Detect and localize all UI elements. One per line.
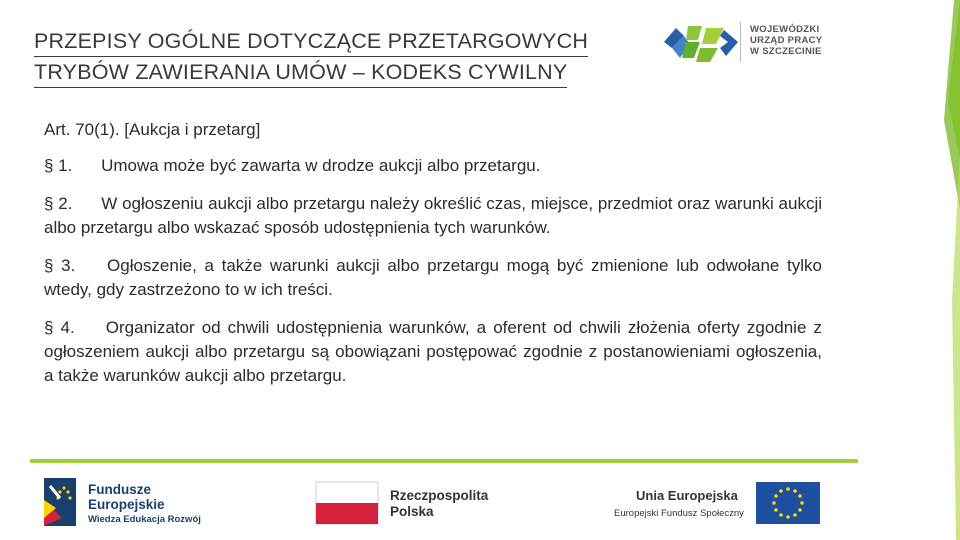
rp-logo-text bbox=[390, 488, 488, 520]
fe-logo-text bbox=[88, 482, 165, 512]
paragraph-number: § 2. bbox=[44, 194, 73, 213]
paragraph-number: § 3. bbox=[44, 256, 76, 275]
rp-line-2: Polska bbox=[390, 504, 434, 519]
wup-logo-text: WOJEWÓDZKI URZĄD PRACY W SZCZECINIE bbox=[750, 24, 823, 57]
paragraph-text: W ogłoszeniu aukcji albo przetargu należy określić czas, miejsce, przedmiot oraz warunki aukcji albo przetargu albo wskazać sposób udostępnienia tych warunków. bbox=[44, 194, 823, 237]
decorative-stripes bbox=[926, 0, 960, 540]
eu-flag-icon bbox=[756, 482, 820, 524]
logo-divider bbox=[740, 22, 741, 62]
fe-title-line-2: Europejskie bbox=[88, 497, 165, 512]
paragraph-number: § 1. bbox=[44, 156, 73, 175]
ue-logo-title: Unia Europejska bbox=[636, 488, 738, 503]
fe-logo-icon bbox=[44, 478, 76, 526]
paragraph-text: Umowa może być zawarta w drodze aukcji albo przetargu. bbox=[101, 156, 541, 175]
paragraph-1 bbox=[44, 154, 822, 178]
ue-logo-subtitle: Europejski Fundusz Społeczny bbox=[614, 508, 744, 519]
fe-title-line-1: Fundusze bbox=[88, 482, 151, 497]
page-title bbox=[34, 26, 634, 88]
paragraph-text: Organizator od chwili udostępnienia warunków, a oferent od chwili złożenia oferty zgodnie z ogłoszeniem aukcji albo przetargu są obowiązani postępować zgodnie z postanowieniami ogłoszenia, a także warunków aukcji albo przetargu. bbox=[44, 318, 822, 385]
title-line-2: TRYBÓW ZAWIERANIA UMÓW – KODEKS CYWILNY bbox=[34, 57, 567, 88]
footer-divider bbox=[30, 459, 858, 463]
paragraph-text: Ogłoszenie, a także warunki aukcji albo przetargu mogą być zmienione lub odwołane tylko wtedy, gdy zastrzeżono to w ich treści. bbox=[44, 256, 822, 299]
paragraph-3 bbox=[44, 254, 822, 302]
paragraph-4 bbox=[44, 316, 822, 388]
poland-flag-icon bbox=[316, 482, 378, 524]
legal-text bbox=[44, 118, 822, 402]
rp-line-1: Rzeczpospolita bbox=[390, 488, 489, 503]
article-heading: Art. 70(1). [Aukcja i przetarg] bbox=[44, 120, 261, 139]
paragraph-2 bbox=[44, 192, 822, 240]
title-line-1: PRZEPISY OGÓLNE DOTYCZĄCE PRZETARGOWYCH bbox=[34, 26, 588, 57]
fe-logo-subtitle: Wiedza Edukacja Rozwój bbox=[88, 514, 201, 525]
paragraph-number: § 4. bbox=[44, 318, 75, 337]
